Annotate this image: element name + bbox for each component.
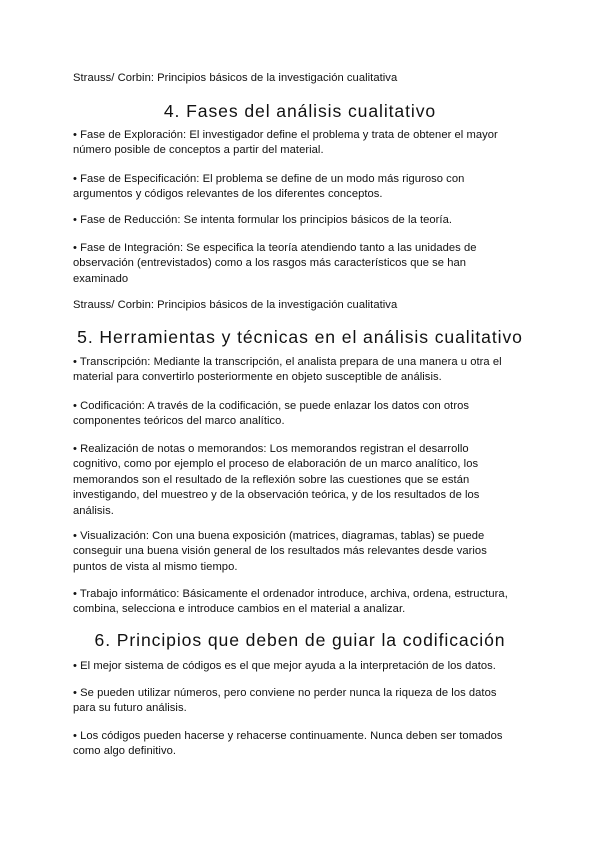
list-item: • Codificación: A través de la codificación, se puede enlazar los datos con otros componentes teóricos del marco analítico. — [73, 400, 470, 428]
source-citation: Strauss/ Corbin: Principios básicos de la investigación cualitativa — [73, 72, 398, 84]
list-item: • Fase de Especificación: El problema se define de un modo más riguroso con argumentos y códigos relevantes de los diferentes conceptos. — [73, 173, 465, 201]
list-item: • El mejor sistema de códigos es el que mejor ayuda a la interpretación de los datos. — [73, 660, 496, 672]
list-item: • Transcripción: Mediante la transcripción, el analista prepara de una manera u otra el material para convertirlo posteriormente en objeto susceptible de análisis. — [73, 356, 502, 384]
list-item: • Visualización: Con una buena exposición (matrices, diagramas, tablas) se puede conseguir una buena visión general de los resultados más relevantes desde varios puntos de vista al mismo tiempo. — [73, 530, 487, 573]
list-item: • Fase de Exploración: El investigador define el problema y trata de obtener el mayor número posible de conceptos a partir del material. — [73, 129, 498, 157]
list-item: • Trabajo informático: Básicamente el ordenador introduce, archiva, ordena, estructura, combina, selecciona e introduce cambios en el material a analizar. — [73, 588, 508, 616]
list-item: • Se pueden utilizar números, pero conviene no perder nunca la riqueza de los datos para su futuro análisis. — [73, 687, 497, 715]
section-heading-herramientas: 5. Herramientas y técnicas en el análisis cualitativo — [77, 327, 523, 347]
list-item: • Realización de notas o memorandos: Los memorandos registran el desarrollo cognitivo, como por ejemplo el proceso de elaboración de un marco analítico, los memorandos son el resultado de la reflexión sobre las cuestiones que se están investigando, del muestreo y de la observación teórica, y de los resultados de los análisis. — [73, 443, 480, 517]
source-citation: Strauss/ Corbin: Principios básicos de la investigación cualitativa — [73, 299, 398, 311]
list-item: • Fase de Reducción: Se intenta formular los principios básicos de la teoría. — [73, 214, 453, 226]
section-heading-fases: 4. Fases del análisis cualitativo — [163, 101, 437, 121]
list-item: • Los códigos pueden hacerse y rehacerse continuamente. Nunca deben ser tomados como algo definitivo. — [73, 730, 503, 758]
section-heading-principios: 6. Principios que deben de guiar la codificación — [94, 630, 506, 650]
list-item: • Fase de Integración: Se especifica la teoría atendiendo tanto a las unidades de observación (entrevistados) como a los rasgos más característicos que se han examinado — [73, 242, 477, 285]
